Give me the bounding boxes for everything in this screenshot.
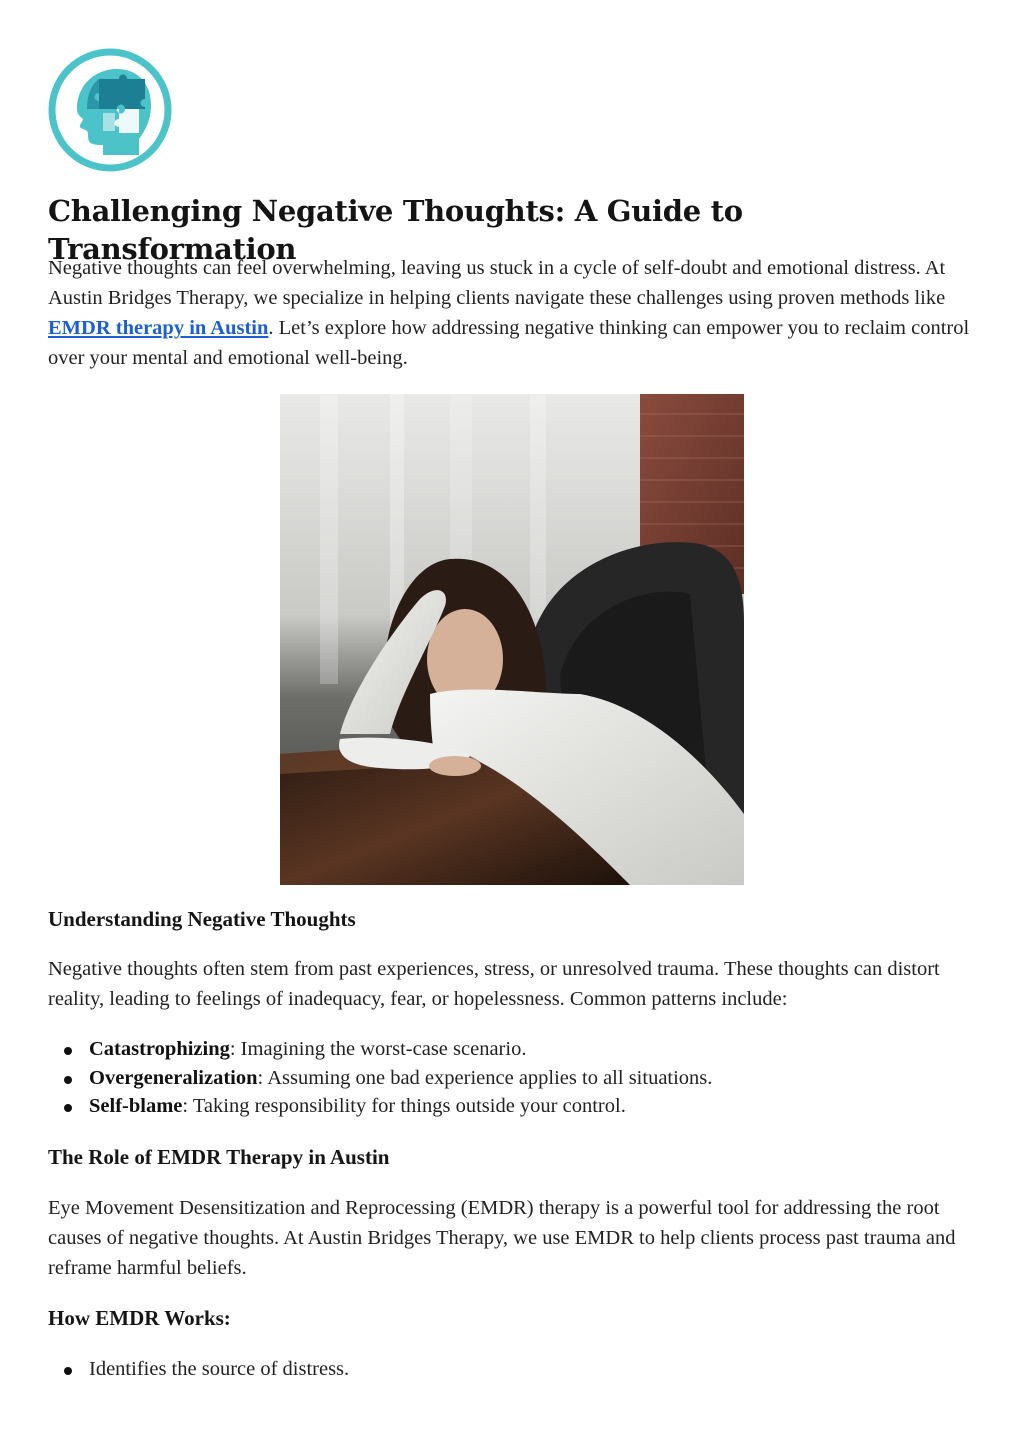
- intro-text-after: . Let’s explore how addressing negative thinking can empower you to reclaim control over your mental and emotional well-being.: [48, 317, 970, 369]
- intro-text-before: Negative thoughts can feel overwhelming, leaving us stuck in a cycle of self-doubt and emotional distress. At Austin Bridges Therapy, we specialize in helping clients navigate these challenges using proven methods like: [48, 257, 946, 309]
- bullet-icon: [64, 1104, 72, 1112]
- patterns-list: [48, 1035, 983, 1121]
- section2-body: Eye Movement Desensitization and Reprocessing (EMDR) therapy is a powerful tool for addressing the root causes of negative thoughts. At Austin Bridges Therapy, we use EMDR to help clients process past trauma and reframe harmful beliefs.: [48, 1197, 956, 1279]
- section-heading-understanding: Understanding Negative Thoughts: [48, 907, 356, 931]
- pattern-term: Overgeneralization: [89, 1066, 258, 1089]
- list-item: [48, 1355, 983, 1384]
- step-text: Identifies the source of distress.: [89, 1358, 350, 1380]
- intro-paragraph: [48, 253, 983, 373]
- pattern-desc: : Imagining the worst-case scenario.: [229, 1038, 527, 1060]
- bullet-icon: [64, 1076, 72, 1084]
- list-item: [48, 1064, 983, 1093]
- article-title: Challenging Negative Thoughts: A Guide to Transformation: [48, 194, 743, 266]
- pattern-desc: : Assuming one bad experience applies to all situations.: [257, 1066, 713, 1089]
- bullet-icon: [64, 1047, 72, 1055]
- woman-resting-head-photo: [280, 394, 744, 885]
- section-heading-emdr-role: The Role of EMDR Therapy in Austin: [48, 1145, 390, 1169]
- head-puzzle-logo-icon: [47, 47, 173, 173]
- list-item: [48, 1092, 983, 1121]
- pattern-desc: : Taking responsibility for things outside your control.: [182, 1095, 626, 1117]
- bullet-icon: [64, 1367, 72, 1375]
- emdr-therapy-link[interactable]: EMDR therapy in Austin: [48, 317, 269, 339]
- section-heading-how-emdr-works: How EMDR Works:: [48, 1306, 231, 1330]
- section1-body: Negative thoughts often stem from past experiences, stress, or unresolved trauma. These thoughts can distort reality, leading to feelings of inadequacy, fear, or hopelessness. Common patterns include:: [48, 958, 940, 1010]
- pattern-term: Self-blame: [89, 1095, 183, 1117]
- pattern-term: Catastrophizing: [89, 1038, 230, 1060]
- emdr-steps-list: [48, 1355, 983, 1384]
- list-item: [48, 1035, 983, 1064]
